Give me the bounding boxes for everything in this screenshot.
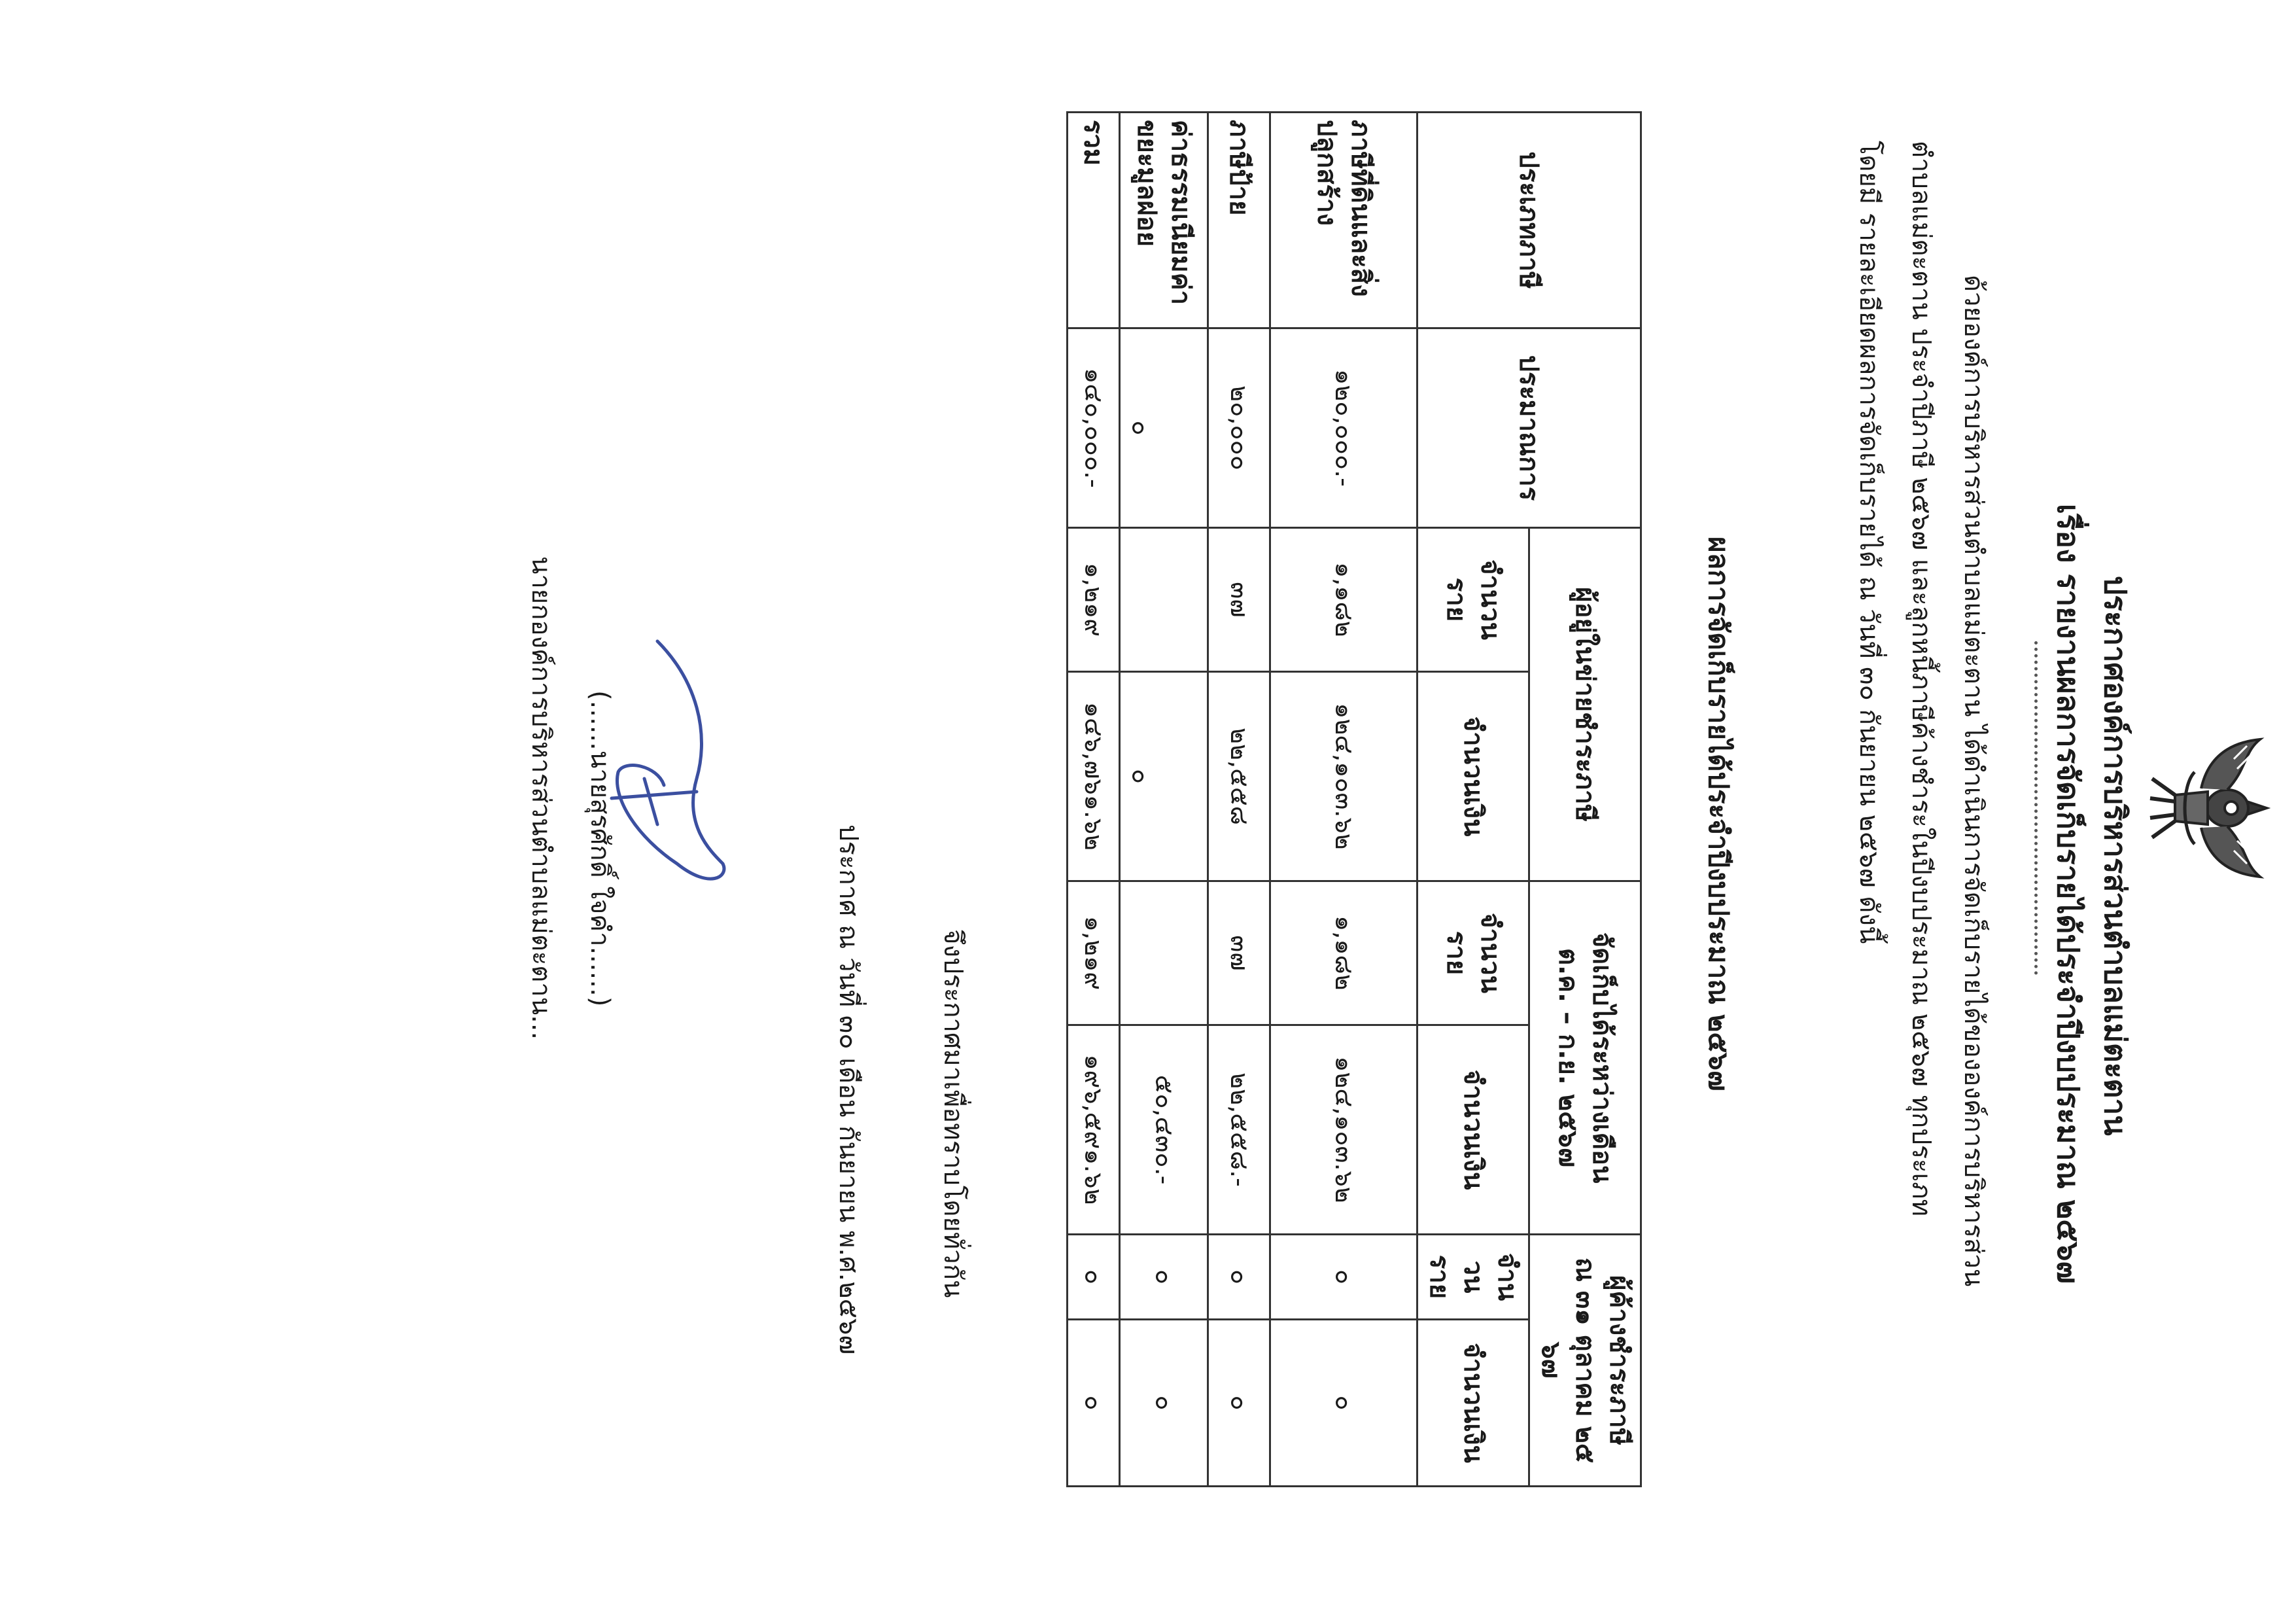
row-collected-amount: ๑๙๖,๕๙๑.๖๒ <box>1068 1025 1120 1235</box>
row-payer-count: ๑,๒๑๙ <box>1068 528 1120 672</box>
row-tax-type <box>1068 113 1120 328</box>
garuda-emblem-icon <box>2146 733 2273 883</box>
row-collected-amount: ๒๒,๕๕๘.- <box>1208 1025 1270 1235</box>
table-row <box>1068 113 1120 1487</box>
subheader-overdue-count-3: ราย <box>1424 1254 1454 1299</box>
announce-text: จึงประกาศมาเพื่อทราบโดยทั่วกัน <box>938 929 968 1298</box>
header-overdue-label: ผู้ค้างชำระภาษี <box>1604 1275 1634 1445</box>
tax-type-line-1: รวม <box>1078 120 1109 166</box>
subheader-payer-count <box>1418 528 1529 672</box>
row-payer-amount: ๐ <box>1120 672 1208 881</box>
header-collected-label: จัดเก็บได้ระหว่างเดือน <box>1587 932 1617 1184</box>
header-tax-type: ประเภทภาษี <box>1418 113 1641 328</box>
document-subject: เรื่อง รายงานผลการจัดเก็บรายได้ประจำปีงบประมาณ ๒๕๖๗ <box>2051 504 2086 1284</box>
signer-title: นายกองค์การบริหารส่วนตำบลแม่ตะตาน... <box>526 556 556 1040</box>
row-estimate: ๒๐,๐๐๐ <box>1208 328 1270 528</box>
row-overdue-count: ๐ <box>1068 1235 1120 1320</box>
row-tax-type <box>1120 113 1208 328</box>
row-overdue-amount: ๐ <box>1120 1320 1208 1487</box>
tax-type-line-1: ค่าธรรมเนียมค่า <box>1166 120 1196 306</box>
intro-line-1: ด้วยองค์การบริหารส่วนตำบลแม่ตะตาน ได้ดำเนินการจัดเก็บรายได้ขององค์การบริหารส่วน <box>1958 275 1989 1287</box>
row-collected-count: ๑,๑๘๒ <box>1270 881 1418 1025</box>
row-payer-count: ๑,๑๘๒ <box>1270 528 1418 672</box>
row-estimate: ๐ <box>1120 328 1208 528</box>
title-divider <box>2034 641 2038 975</box>
header-payers: ผู้อยู่ในข่ายชำระภาษี <box>1529 528 1641 881</box>
subheader-payer-amount: จำนวนเงิน <box>1418 672 1529 881</box>
row-overdue-amount: ๐ <box>1208 1320 1270 1487</box>
subheader-count-unit: ราย <box>1441 577 1471 622</box>
row-collected-count: ๑,๒๑๙ <box>1068 881 1120 1025</box>
row-payer-amount: ๑๒๔,๑๐๓.๖๒ <box>1270 672 1418 881</box>
row-tax-type <box>1208 113 1270 328</box>
row-payer-count <box>1120 528 1208 672</box>
announce-date: ประกาศ ณ วันที่ ๓๐ เดือน กันยายน พ.ศ.๒๕๖๗ <box>833 824 863 1355</box>
tax-type-line-1: ภาษีป้าย <box>1224 120 1254 216</box>
intro-line-3: โดยมี รายละเอียดผลการจัดเก็บรายได้ ณ วันที่ ๓๐ กันยายน ๒๕๖๗ ดังนี้ <box>1854 141 1884 944</box>
row-overdue-count: ๐ <box>1120 1235 1208 1320</box>
row-collected-amount: ๕๐,๔๓๐.- <box>1120 1025 1208 1235</box>
row-overdue-amount: ๐ <box>1068 1320 1120 1487</box>
row-estimate: ๑๒๐,๐๐๐.- <box>1270 328 1418 528</box>
header-estimate: ประมาณการ <box>1418 328 1641 528</box>
row-payer-count: ๓๗ <box>1208 528 1270 672</box>
row-estimate: ๑๔๐,๐๐๐.- <box>1068 328 1120 528</box>
row-collected-count: ๓๗ <box>1208 881 1270 1025</box>
revenue-table <box>1066 111 1642 1487</box>
table-row <box>1270 113 1418 1487</box>
document-title: ประกาศองค์การบริหารส่วนตำบลแม่ตะตาน <box>2098 576 2133 1136</box>
intro-line-2: ตำบลแม่ตะตาน ประจำปีภาษี ๒๕๖๗ และลูกหนี้ภาษีค้างชำระในปีงบประมาณ ๒๕๖๗ ทุกประเภท <box>1906 141 1936 1216</box>
signer-name: (......นายสุรศักดิ์ ใจคำ......) <box>585 690 615 1007</box>
subheader-overdue-count-2: วน <box>1458 1260 1488 1294</box>
row-collected-count <box>1120 881 1208 1025</box>
subheader-collected-count <box>1418 881 1529 1025</box>
tax-type-line-1: ภาษีที่ดินและสิ่ง <box>1346 120 1376 297</box>
table-row <box>1120 113 1208 1487</box>
table-caption: ผลการจัดเก็บรายได้ประจำปีงบประมาณ ๒๕๖๗ <box>1703 537 1735 1091</box>
subheader-count-label: จำนวน <box>1475 559 1505 641</box>
subheader-count-label: จำนวน <box>1475 912 1505 994</box>
header-overdue-date-2: ๖๗ <box>1536 1342 1566 1379</box>
header-overdue-date: ณ ๓๑ ตุลาคม ๒๕ <box>1570 1257 1600 1464</box>
subheader-count-unit: ราย <box>1441 930 1471 976</box>
header-overdue <box>1529 1235 1641 1487</box>
subheader-overdue-count-1: จำน <box>1492 1252 1522 1301</box>
row-overdue-amount: ๐ <box>1270 1320 1418 1487</box>
tax-type-line-2: ขยะมูลฝอย <box>1132 120 1162 247</box>
row-payer-amount: ๒๒,๕๕๘ <box>1208 672 1270 881</box>
row-overdue-count: ๐ <box>1270 1235 1418 1320</box>
subheader-overdue-amount: จำนวนเงิน <box>1418 1320 1529 1487</box>
row-overdue-count: ๐ <box>1208 1235 1270 1320</box>
table-row <box>1208 113 1270 1487</box>
row-collected-amount: ๑๒๔,๑๐๓.๖๒ <box>1270 1025 1418 1235</box>
row-tax-type <box>1270 113 1418 328</box>
header-collected-period: ต.ค. – ก.ย. ๒๕๖๗ <box>1553 947 1583 1168</box>
subheader-collected-amount: จำนวนเงิน <box>1418 1025 1529 1235</box>
subheader-overdue-count <box>1418 1235 1529 1320</box>
row-payer-amount: ๑๔๖,๗๖๑.๖๒ <box>1068 672 1120 881</box>
header-collected <box>1529 881 1641 1235</box>
tax-type-line-2: ปลูกสร้าง <box>1312 120 1342 226</box>
